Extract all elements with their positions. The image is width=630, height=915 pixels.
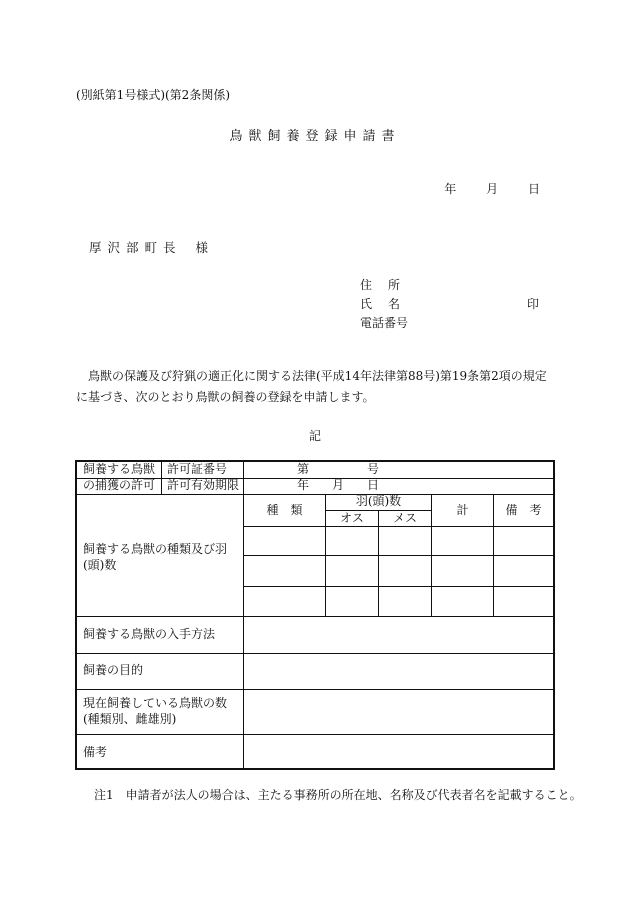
- addressee: [89, 238, 214, 256]
- date-month: 月: [486, 182, 499, 196]
- current-count-label-line1: 現在飼養している鳥獣の数: [83, 696, 228, 710]
- permit-valid-label: 許可有効期限: [167, 478, 240, 492]
- date-day: 日: [527, 182, 540, 196]
- applicant-name-label: 氏名: [360, 297, 417, 311]
- valid-day: 日: [367, 478, 380, 492]
- permit-number-go: 号: [367, 462, 380, 476]
- capture-label-line1: 飼養する鳥獣: [83, 462, 156, 476]
- permit-number-label: 許可証番号: [167, 462, 228, 476]
- addressee-honorific: 様: [195, 240, 215, 255]
- purpose-label: 飼養の目的: [83, 663, 144, 677]
- capture-label-line2: の捕獲の許可: [83, 478, 156, 492]
- col-male-header: オス: [340, 511, 364, 525]
- species-label-line2: (頭)数: [83, 558, 117, 572]
- application-table: [75, 460, 555, 770]
- applicant-phone-label: 電話番号: [360, 316, 409, 330]
- acquisition-label: 飼養する鳥獣の入手方法: [83, 627, 216, 641]
- col-remarks-header: 備 考: [505, 503, 542, 517]
- addressee-name: 厚沢部町長: [89, 240, 182, 255]
- applicant-address-label: 住所: [360, 278, 417, 292]
- ki-heading: 記: [308, 429, 321, 443]
- seal-mark: 印: [527, 297, 540, 311]
- footnote: 注1 申請者が法人の場合は、主たる事務所の所在地、名称及び代表者名を記載すること。: [94, 788, 582, 802]
- date-line: [418, 180, 540, 197]
- col-total-header: 計: [456, 503, 469, 517]
- col-female-header: メス: [392, 511, 417, 525]
- document-title: 鳥獣飼養登録申請書: [229, 129, 401, 144]
- date-year: 年: [444, 182, 457, 196]
- col-species-header: 種 類: [266, 503, 303, 517]
- permit-number-dai: 第: [297, 462, 310, 476]
- application-statement: 鳥獣の保護及び狩猟の適正化に関する法律(平成14年法律第88号)第19条第2項の規定に基づき、次のとおり鳥獣の飼養の登録を申請します。: [76, 369, 547, 404]
- form-number: (別紙第1号様式)(第2条関係): [76, 88, 230, 102]
- current-count-label-line2: (種類別、雌雄別): [83, 712, 177, 726]
- valid-year: 年: [297, 478, 310, 492]
- species-label-line1: 飼養する鳥獣の種類及び羽: [83, 542, 228, 556]
- valid-month: 月: [332, 478, 345, 492]
- remarks-label: 備考: [83, 745, 108, 759]
- col-count-header: 羽(頭)数: [355, 494, 402, 508]
